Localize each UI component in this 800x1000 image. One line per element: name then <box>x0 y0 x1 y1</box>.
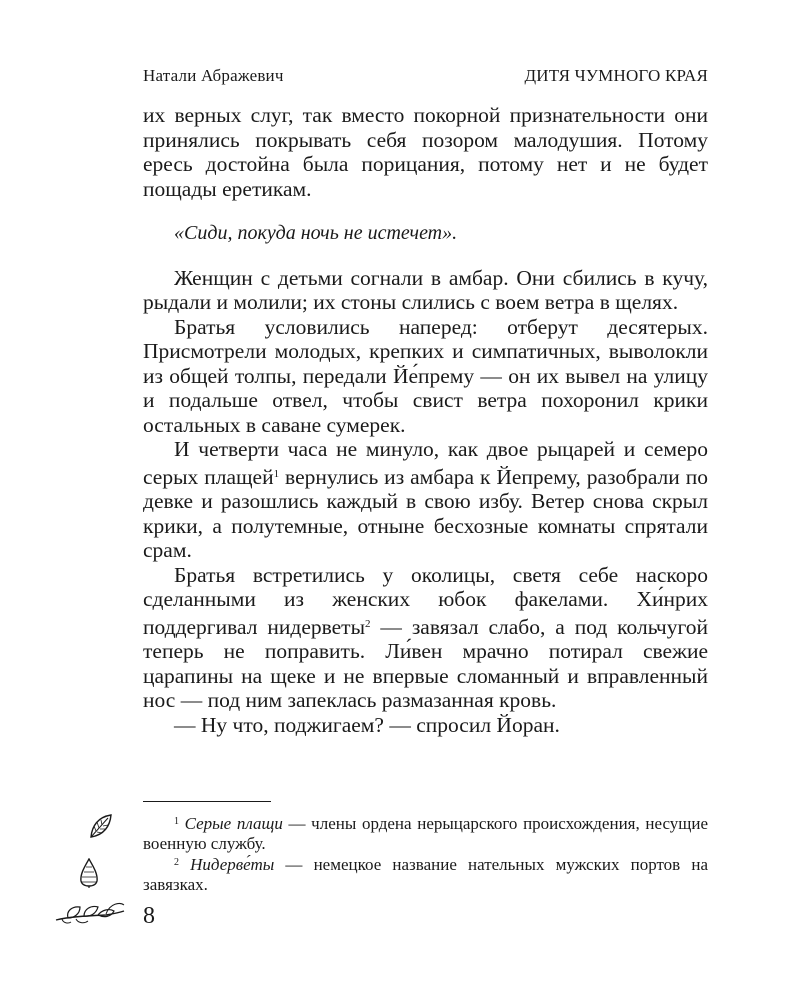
paragraph-4-text-a: И четверти часа не минуло, как двое рыцарей и семеро серых плащей <box>143 437 708 489</box>
paragraph-1: их верных слуг, так вместо покорной признательности они принялись покрывать себя позором малодушия. Потому ересь достойна была порицания, потому нет и не будет пощады еретикам. <box>143 103 708 201</box>
header-author: Натали Абражевич <box>143 66 284 85</box>
footnote-1 <box>143 812 708 853</box>
footnote-2-number: 2 <box>174 857 179 868</box>
footnote-2-term: Нидерве́ты <box>190 855 275 874</box>
branch-ornament-icon <box>54 900 126 926</box>
paragraph-5-text-b: — завязал слабо, а под кольчугой теперь не поправить. Ли́вен мрачно потирал свежие царапины на щеке и не впервые сломанный и вправленный нос — под ним запеклась размазанная кровь. <box>143 614 708 712</box>
paragraph-5 <box>143 563 708 713</box>
paragraph-4-text-b: вернулись из амбара к Йепрему, разобрали по девке и разошлись каждый в свою избу. Ветер снова скрыл крики, а полутемные, отныне бесхозные комнаты спрятали срам. <box>143 464 708 562</box>
footnote-ref-2: 2 <box>365 617 371 630</box>
paragraph-3: Братья условились наперед: отберут десятерых. Присмотрели молодых, крепких и симпатичных, выволокли из общей толпы, передали Йе́прему — он их вывел на улицу и подальше отвел, чтобы свист ветра похоронил крики остальных в саване сумерек. <box>143 314 708 437</box>
footnote-1-number: 1 <box>174 816 179 827</box>
paragraph-2: Женщин с детьми согнали в амбар. Они сбились в кучу, рыдали и молили; их стоны слились с воем ветра в щелях. <box>143 265 708 314</box>
footnote-2 <box>143 853 708 894</box>
footnotes <box>143 812 708 894</box>
epigraph: «Сиди, покуда ночь не истечет». <box>174 222 458 244</box>
pine-cone-ornament-icon <box>78 858 100 888</box>
page-number: 8 <box>143 903 155 929</box>
footnote-2-text: — немецкое название нательных мужских портов на завязках. <box>143 855 709 894</box>
leaf-ornament-icon <box>88 812 114 840</box>
footnote-1-term: Серые плащи <box>184 814 283 833</box>
footnote-divider <box>143 801 271 802</box>
paragraph-5-text-a: Братья встретились у околицы, светя себе наскоро сделанными из женских юбок факелами. Хи́нрих поддергивал нидерветы <box>143 562 708 639</box>
footnote-ref-1: 1 <box>273 467 280 480</box>
paragraph-4 <box>143 437 708 563</box>
main-text <box>143 103 708 737</box>
paragraph-6-dialogue: — Ну что, поджигаем? — спросил Йоран. <box>174 712 560 737</box>
footnote-1-text: — члены ордена нерыцарского происхождения, несущие военную службу. <box>143 814 709 853</box>
header-book-title: ДИТЯ ЧУМНОГО КРАЯ <box>524 66 708 85</box>
